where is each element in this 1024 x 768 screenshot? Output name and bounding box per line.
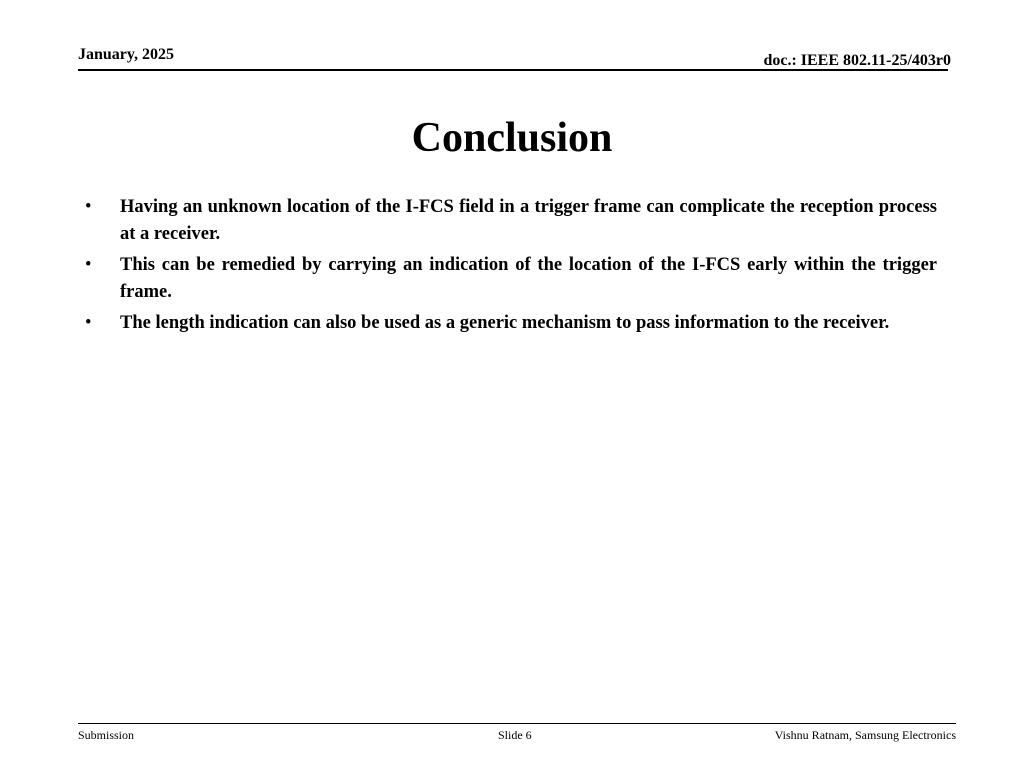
bullet-text: This can be remedied by carrying an indication of the location of the I-FCS early within the trigger frame. <box>120 255 937 302</box>
bullet-item <box>85 252 937 306</box>
footer-author: Vishnu Ratnam, Samsung Electronics <box>774 728 956 742</box>
footer-slide-number: Slide 6 <box>498 728 532 742</box>
header-divider <box>78 69 948 71</box>
bullet-text: Having an unknown location of the I-FCS field in a trigger frame can complicate the reception process at a receiver. <box>120 197 937 244</box>
bullet-text: The length indication can also be used as a generic mechanism to pass information to the receiver. <box>120 313 890 333</box>
bullet-item <box>85 194 937 248</box>
header-document-id: doc.: IEEE 802.11-25/403r0 <box>763 52 951 69</box>
slide-title: Conclusion <box>411 115 613 161</box>
footer-divider <box>78 723 956 724</box>
bullet-marker: • <box>85 313 92 333</box>
bullet-list <box>85 194 937 341</box>
bullet-item <box>85 310 937 337</box>
bullet-marker: • <box>85 255 92 275</box>
footer-submission: Submission <box>78 728 135 742</box>
bullet-marker: • <box>85 197 92 217</box>
header-date: January, 2025 <box>78 46 175 63</box>
